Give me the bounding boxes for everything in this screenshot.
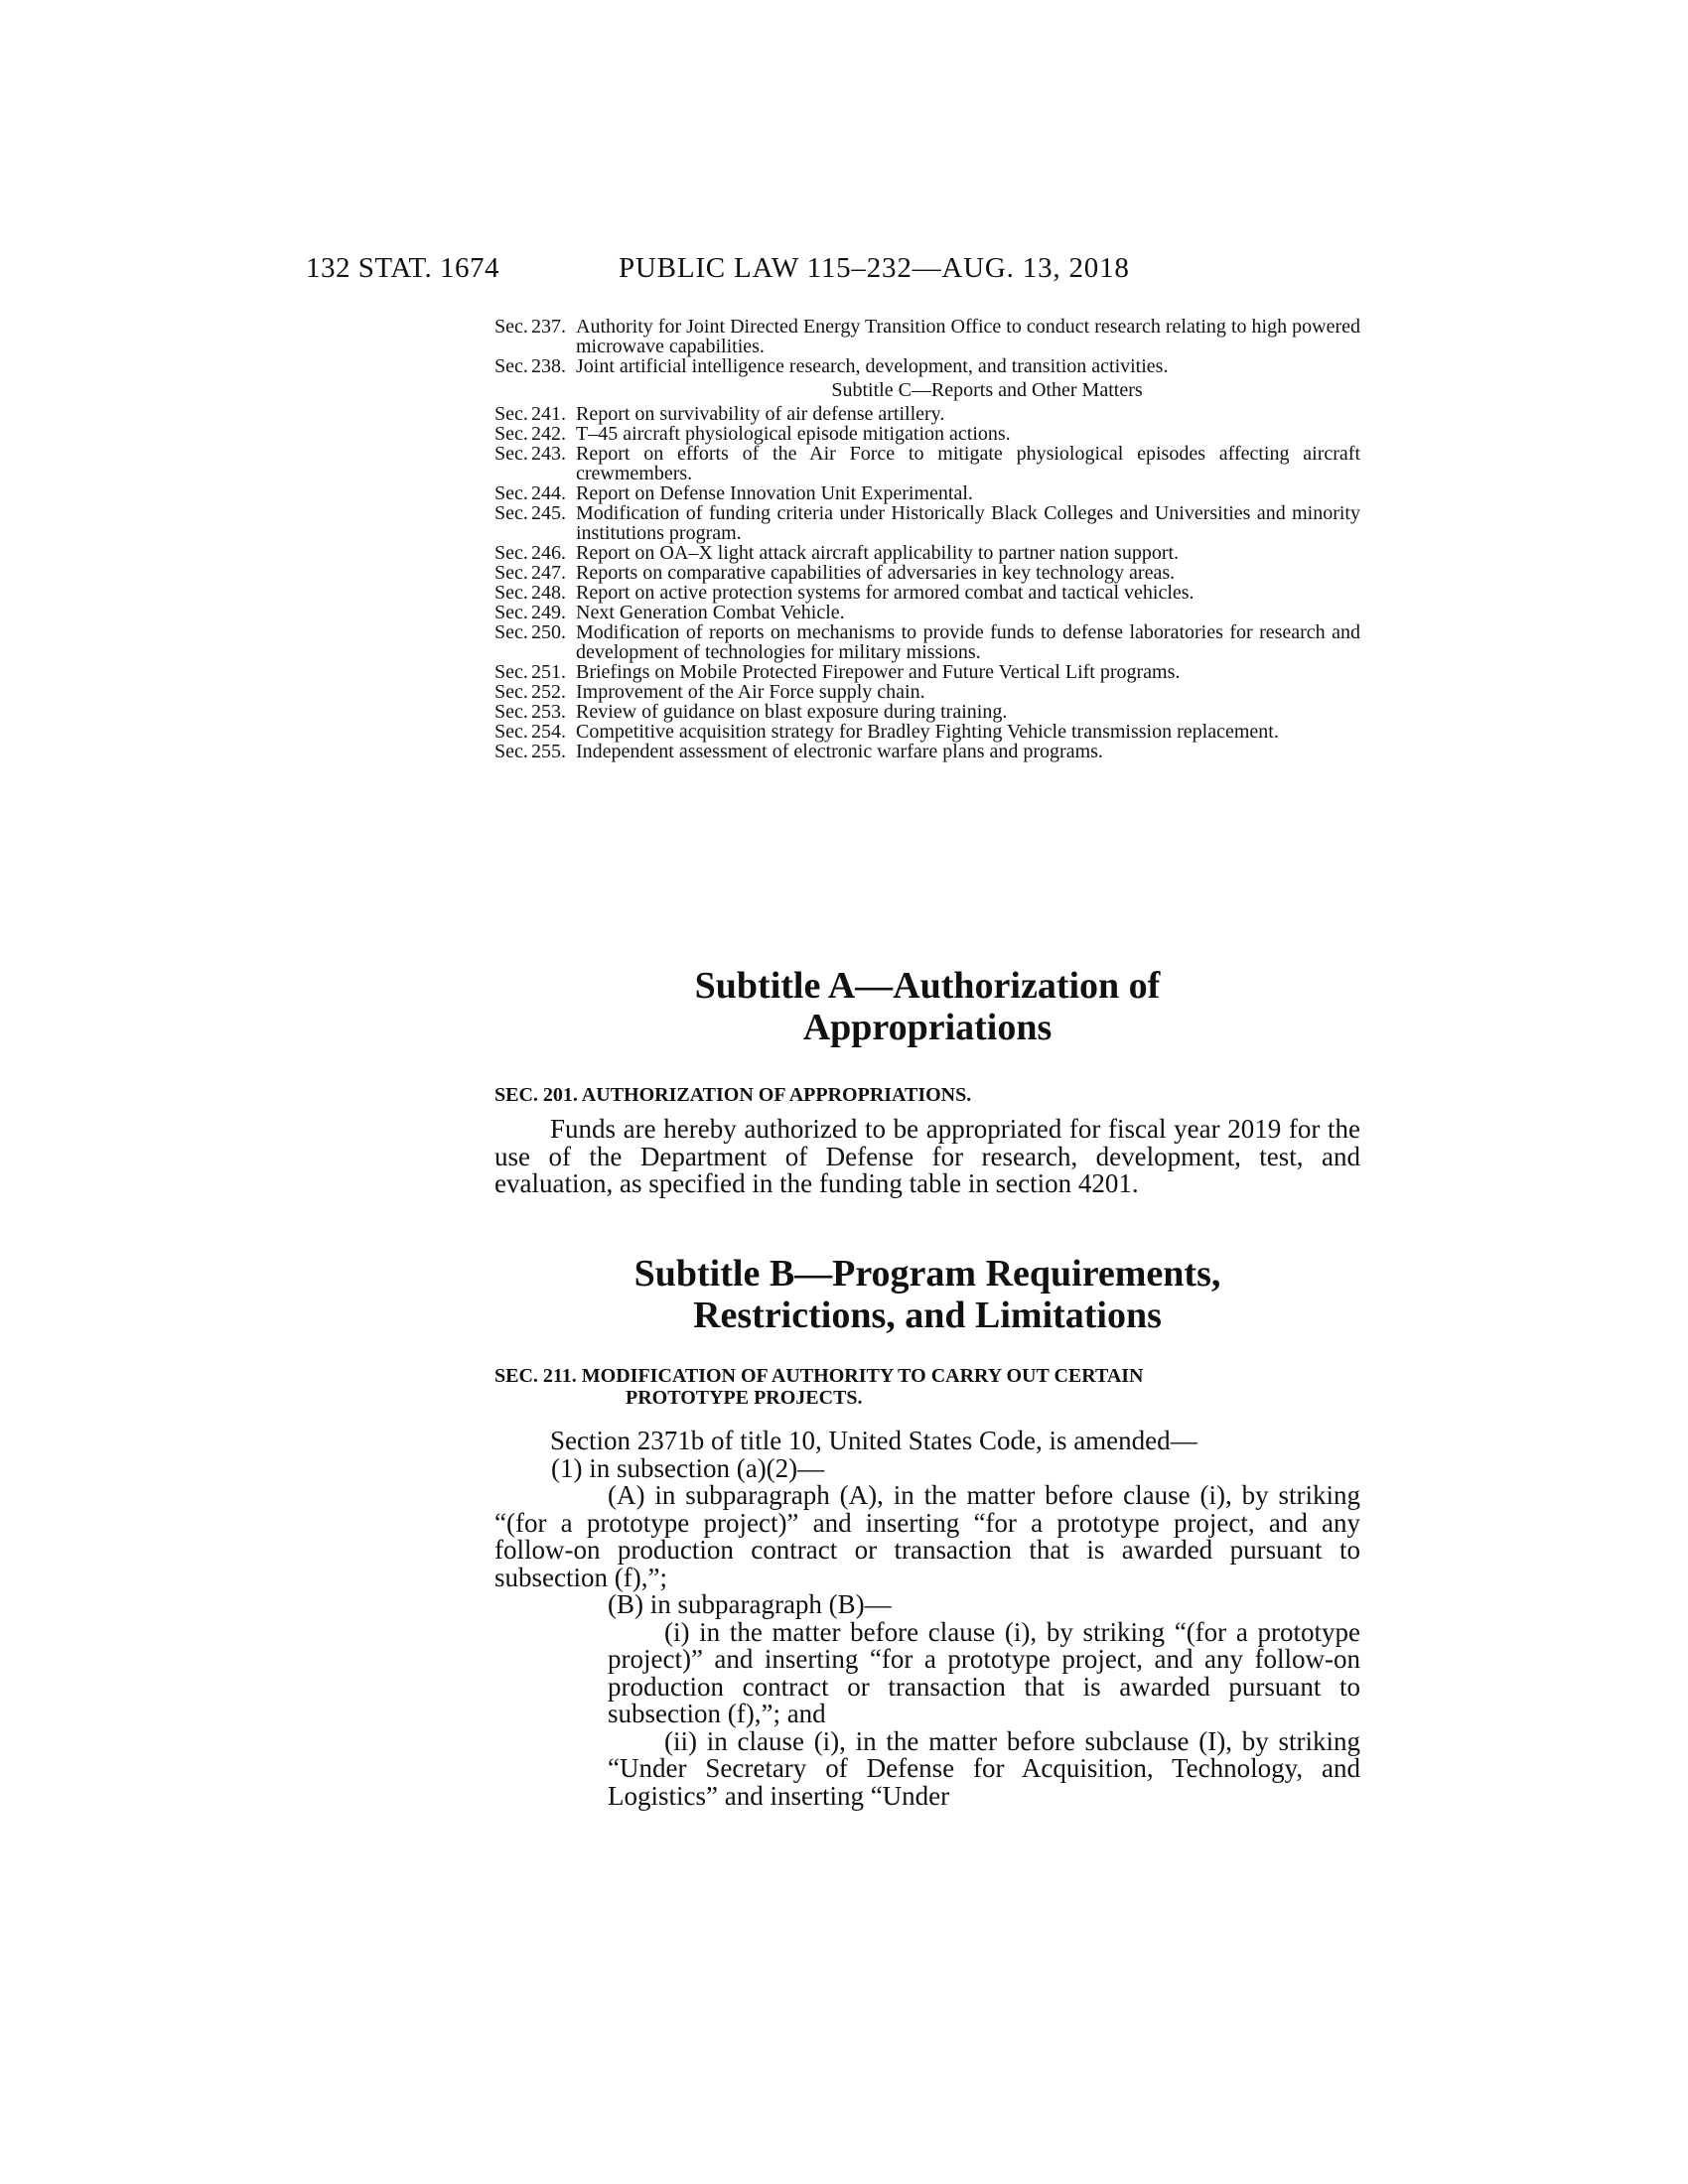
toc-title: Report on OA–X light attack aircraft applicability to partner nation support. — [576, 542, 1180, 564]
toc-sec-number: 253. — [531, 701, 566, 723]
toc-sec-label: Sec. — [494, 355, 528, 377]
subtitle-b-line1: Subtitle B—Program Requirements, — [633, 1253, 1221, 1295]
toc-title: Review of guidance on blast exposure during training. — [576, 701, 1008, 723]
toc-sec-number: 242. — [531, 423, 566, 445]
toc-sec-number: 247. — [531, 562, 566, 584]
toc-title: Report on active protection systems for armored combat and tactical vehicles. — [576, 582, 1195, 604]
toc-sec-label: Sec. — [494, 316, 528, 338]
toc-sec-number: 254. — [531, 721, 566, 743]
toc-sec-label: Sec. — [494, 602, 528, 623]
toc-title: Improvement of the Air Force supply chain. — [576, 681, 925, 703]
toc-sec-label: Sec. — [494, 741, 528, 762]
toc-item — [494, 503, 1360, 543]
toc-item — [494, 563, 1360, 583]
toc-item — [494, 424, 1360, 444]
clause-b-ii: (ii) in clause (i), in the matter before subclause (I), by striking “Under Secretary of Defense for Acquisition, Technology, and Logistics” and inserting “Under — [608, 1725, 1360, 1811]
toc-sec-label: Sec. — [494, 423, 528, 445]
toc-item — [494, 682, 1360, 702]
toc-sec-number: 251. — [531, 661, 566, 683]
toc-title: T–45 aircraft physiological episode mitigation actions. — [576, 423, 1011, 445]
toc-sec-label: Sec. — [494, 443, 528, 465]
toc-sec-number: 248. — [531, 582, 566, 604]
toc-item — [494, 622, 1360, 662]
toc-sec-number: 243. — [531, 443, 566, 465]
toc-item — [494, 543, 1360, 563]
toc-sec-label: Sec. — [494, 701, 528, 723]
subparagraph-a: (A) in subparagraph (A), in the matter before clause (i), by striking “(for a prototype project)” and inserting “for a prototype project, and any follow-on production contract or transaction that is awarded pursuant to subsection (f),”; — [494, 1480, 1360, 1592]
toc-item — [494, 483, 1360, 503]
toc-sec-number: 250. — [531, 621, 566, 643]
toc-sec-number: 252. — [531, 681, 566, 703]
toc-title: Report on Defense Innovation Unit Experimental. — [576, 482, 973, 504]
sec-211-heading — [494, 1365, 1360, 1409]
subtitle-a-heading — [494, 965, 1360, 1048]
toc-sec-number: 249. — [531, 602, 566, 623]
toc-sec-label: Sec. — [494, 562, 528, 584]
toc-subtitle-c: Subtitle C—Reports and Other Matters — [831, 379, 1143, 401]
toc-sec-label: Sec. — [494, 681, 528, 703]
sec-201-heading: SEC. 201. AUTHORIZATION OF APPROPRIATIONS. — [494, 1084, 972, 1106]
paragraph-1: (1) in subsection (a)(2)— — [551, 1452, 825, 1483]
toc-item — [494, 722, 1360, 742]
toc-sec-label: Sec. — [494, 621, 528, 643]
toc-title: Report on survivability of air defense artillery. — [576, 403, 945, 425]
sec-211-heading-line1: SEC. 211. MODIFICATION OF AUTHORITY TO CARRY OUT CERTAIN — [494, 1365, 1144, 1387]
toc-title: Authority for Joint Directed Energy Transition Office to conduct research relating to high powered microwave capabilities. — [576, 316, 1360, 357]
public-law-header: PUBLIC LAW 115–232—AUG. 13, 2018 — [619, 252, 1130, 284]
toc-item — [494, 404, 1360, 424]
toc-title: Joint artificial intelligence research, development, and transition activities. — [576, 355, 1169, 377]
subtitle-a-line1: Subtitle A—Authorization of — [694, 965, 1161, 1007]
toc-title: Report on efforts of the Air Force to mitigate physiological episodes affecting aircraft crewmembers. — [576, 443, 1360, 484]
sec-201-body: Funds are hereby authorized to be appropriated for fiscal year 2019 for the use of the Department of Defense for research, development, test, and evaluation, as specified in the funding table in section 4201. — [494, 1114, 1360, 1198]
toc-sec-number: 255. — [531, 741, 566, 762]
toc-sec-label: Sec. — [494, 403, 528, 425]
toc-sec-label: Sec. — [494, 542, 528, 564]
toc-sec-label: Sec. — [494, 721, 528, 743]
statute-page-number: 132 STAT. 1674 — [306, 252, 500, 284]
toc-sec-number: 246. — [531, 542, 566, 564]
toc-sec-number: 238. — [531, 355, 566, 377]
toc-item — [494, 583, 1360, 603]
toc-title: Modification of funding criteria under Historically Black Colleges and Universities and minority institutions program. — [576, 502, 1360, 544]
toc-sec-label: Sec. — [494, 582, 528, 604]
toc-item — [494, 662, 1360, 682]
toc-item — [494, 742, 1360, 761]
toc-item — [494, 603, 1360, 622]
toc-sec-label: Sec. — [494, 661, 528, 683]
toc-item — [494, 444, 1360, 483]
toc-item — [494, 356, 1360, 376]
toc-sec-number: 244. — [531, 482, 566, 504]
toc-item — [494, 702, 1360, 722]
toc-sec-number: 241. — [531, 403, 566, 425]
subtitle-b-heading — [494, 1253, 1360, 1336]
toc-sec-label: Sec. — [494, 502, 528, 524]
toc-sec-number: 237. — [531, 316, 566, 338]
subparagraph-b: (B) in subparagraph (B)— — [608, 1589, 892, 1619]
table-of-contents — [494, 317, 1360, 761]
subtitle-a-line2: Appropriations — [802, 1007, 1053, 1048]
toc-title: Competitive acquisition strategy for Bradley Fighting Vehicle transmission replacement. — [576, 721, 1279, 743]
sec-211-heading-line2: PROTOTYPE PROJECTS. — [626, 1387, 863, 1409]
sec-211-body — [494, 1428, 1360, 1810]
toc-item — [494, 317, 1360, 356]
toc-sec-label: Sec. — [494, 482, 528, 504]
toc-items-list — [494, 404, 1360, 761]
toc-title: Reports on comparative capabilities of adversaries in key technology areas. — [576, 562, 1176, 584]
toc-title: Briefings on Mobile Protected Firepower and Future Vertical Lift programs. — [576, 661, 1181, 683]
toc-title: Independent assessment of electronic warfare plans and programs. — [576, 741, 1103, 762]
clause-b-i: (i) in the matter before clause (i), by striking “(for a prototype project)” and inserting “for a prototype project, and any follow-on production contract or transaction that is awarded pursuant to subsection (f),”; and — [608, 1616, 1360, 1728]
toc-title: Next Generation Combat Vehicle. — [576, 602, 845, 623]
sec-211-intro: Section 2371b of title 10, United States Code, is amended— — [550, 1426, 1197, 1455]
toc-title: Modification of reports on mechanisms to provide funds to defense laboratories for research and development of technologies for military missions. — [576, 621, 1360, 663]
toc-sec-number: 245. — [531, 502, 566, 524]
subtitle-b-line2: Restrictions, and Limitations — [693, 1295, 1162, 1336]
